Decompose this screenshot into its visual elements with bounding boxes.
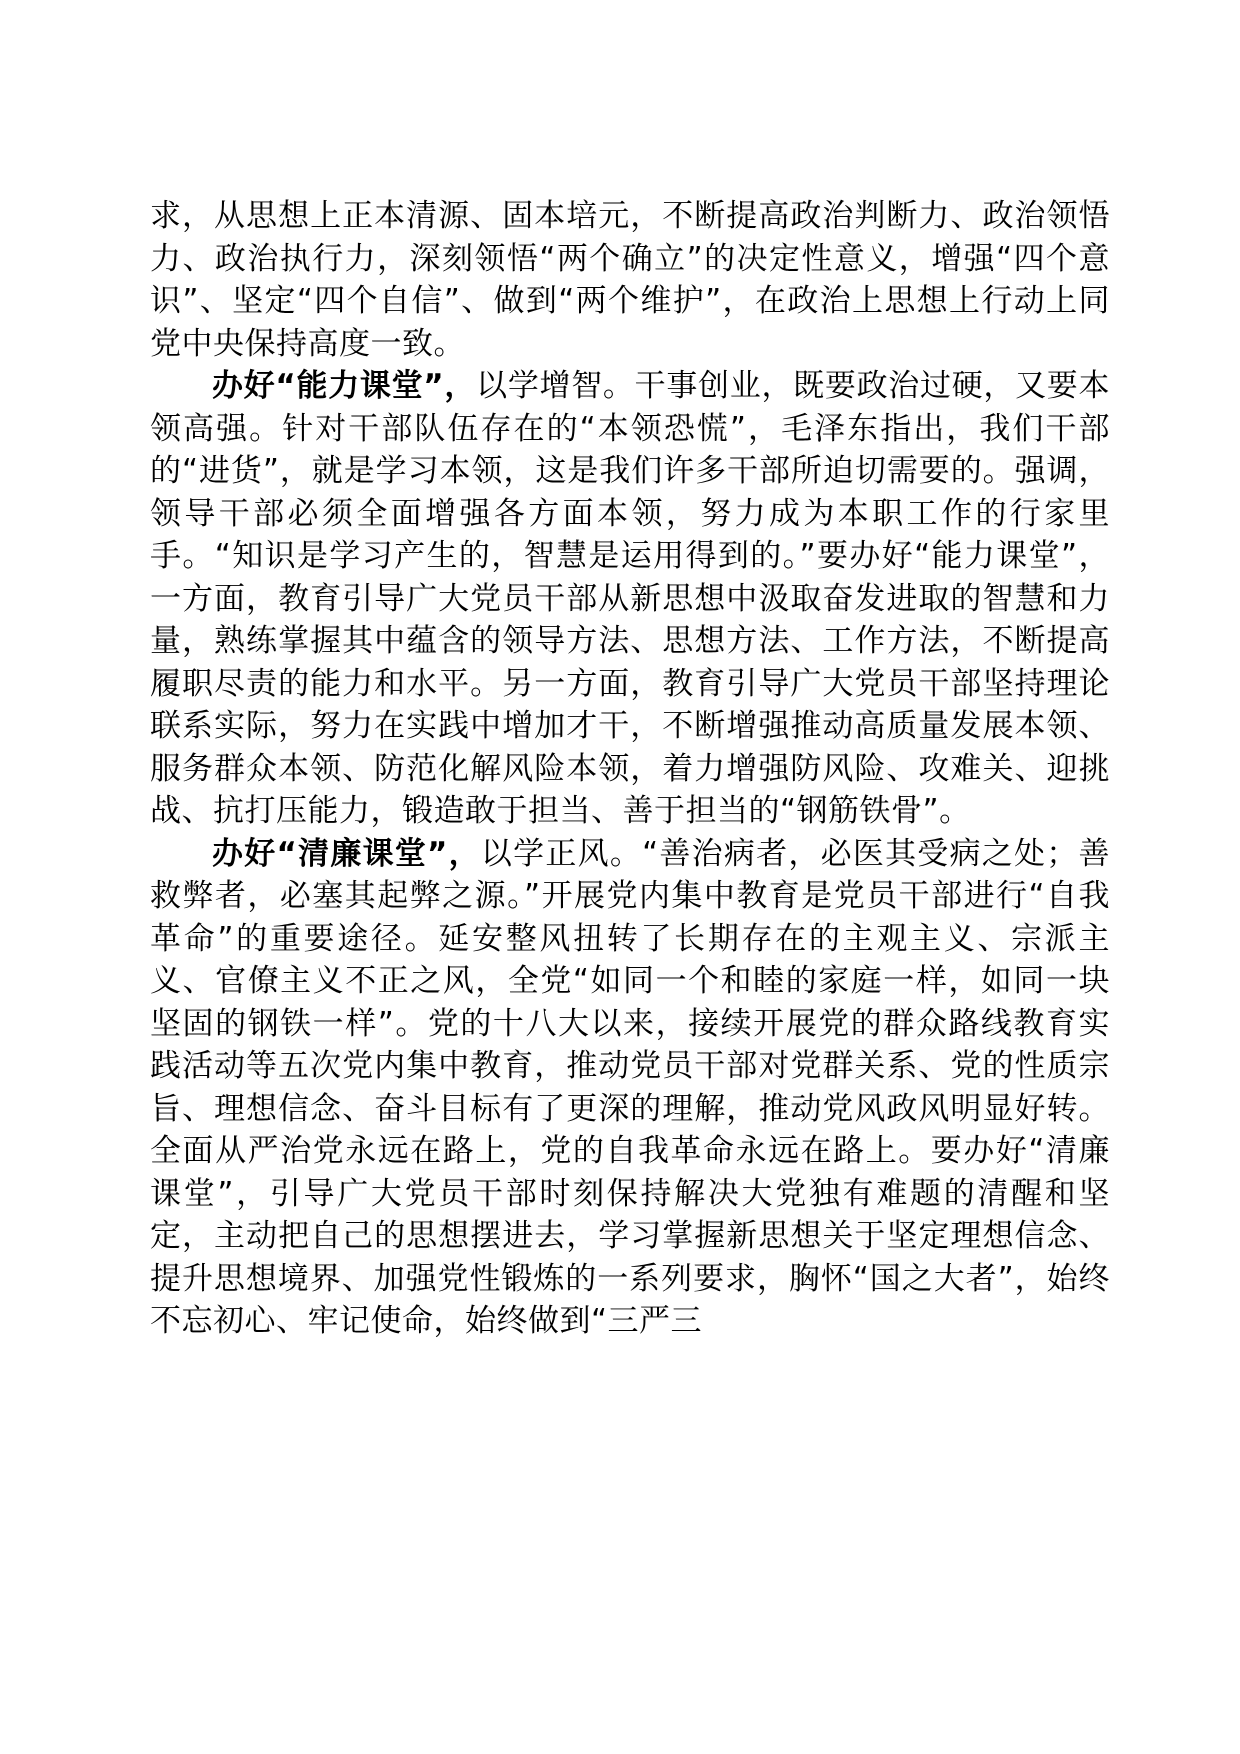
paragraph-1 xyxy=(150,195,1110,365)
paragraph-2-text: 以学增智。干事创业，既要政治过硬，又要本领高强。针对干部队伍存在的“本领恐慌”，毛泽东指出，我们干部的“进货”，就是学习本领，这是我们许多干部所迫切需要的。强调，领导干部必须全面增强各方面本领，努力成为本职工作的行家里手。“知识是学习产生的，智慧是运用得到的。”要办好“能力课堂”，一方面，教育引导广大党员干部从新思想中汲取奋发进取的智慧和力量，熟练掌握其中蕴含的领导方法、思想方法、工作方法，不断提高履职尽责的能力和水平。另一方面，教育引导广大党员干部坚持理论联系实际，努力在实践中增加才干，不断增强推动高质量发展本领、服务群众本领、防范化解风险本领，着力增强防风险、攻难关、迎挑战、抗打压能力，锻造敢于担当、善于担当的“钢筋铁骨”。 xyxy=(150,368,1111,829)
paragraph-3 xyxy=(150,833,1110,1343)
document-page xyxy=(150,195,1110,1343)
paragraph-2 xyxy=(150,365,1110,833)
paragraph-3-text: 以学正风。“善治病者，必医其受病之处；善救弊者，必塞其起弊之源。”开展党内集中教育是党员干部进行“自我革命”的重要途径。延安整风扭转了长期存在的主观主义、宗派主义、官僚主义不正之风，全党“如同一个和睦的家庭一样，如同一块坚固的钢铁一样”。党的十八大以来，接续开展党的群众路线教育实践活动等五次党内集中教育，推动党员干部对党群关系、党的性质宗旨、理想信念、奋斗目标有了更深的理解，推动党风政风明显好转。全面从严治党永远在路上，党的自我革命永远在路上。要办好“清廉课堂”，引导广大党员干部时刻保持解决大党独有难题的清醒和坚定，主动把自己的思想摆进去，学习掌握新思想关于坚定理想信念、提升思想境界、加强党性锻炼的一系列要求，胸怀“国之大者”，始终不忘初心、牢记使命，始终做到“三严三 xyxy=(150,835,1111,1339)
paragraph-1-text: 求，从思想上正本清源、固本培元，不断提高政治判断力、政治领悟力、政治执行力，深刻领悟“两个确立”的决定性意义，增强“四个意识”、坚定“四个自信”、做到“两个维护”，在政治上思想上行动上同党中央保持高度一致。 xyxy=(150,198,1110,362)
paragraph-3-lead: 办好“清廉课堂”， xyxy=(212,835,481,872)
paragraph-2-lead: 办好“能力课堂”， xyxy=(212,368,477,404)
